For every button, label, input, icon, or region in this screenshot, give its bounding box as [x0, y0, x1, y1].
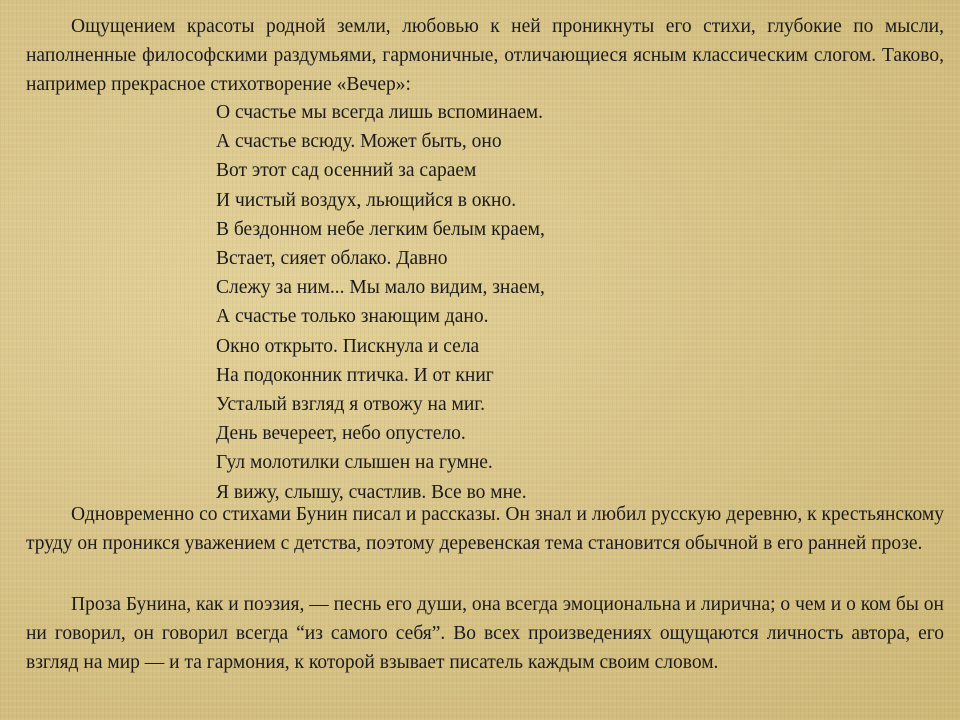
prose-paragraph: Проза Бунина, как и поэзия, — песнь его души, она всегда эмоциональна и лирична; о чем и о ком бы он ни говорил, он говорил всегда “из самого себя”. Во всех произведениях ощущаются личность автора, его взгляд на мир — и та гармония, к которой взывает писатель каждым своим словом. — [26, 594, 944, 673]
poem-line: В бездонном небе легким белым краем, — [216, 218, 545, 240]
poem-line: Слежу за ним... Мы мало видим, знаем, — [216, 277, 545, 299]
poem-line: А счастье всюду. Может быть, оно — [216, 131, 502, 153]
poem-line: Окно открыто. Пискнула и села — [216, 335, 480, 357]
poem-line: А счастье только знающим дано. — [216, 306, 489, 328]
poem-line: День вечереет, небо опустело. — [216, 423, 466, 445]
intro-paragraph: Ощущением красоты родной земли, любовью к ней проникнуты его стихи, глубокие по мысли, наполненные философскими раздумьями, гармоничные, отличающиеся ясным классическим слогом. Таково, например прекрасное стихотворение «Вечер»: — [26, 16, 944, 95]
poem-line: На подоконник птичка. И от книг — [216, 364, 494, 386]
village-theme-paragraph: Одновременно со стихами Бунин писал и рассказы. Он знал и любил русскую деревню, к крестьянскому труду он проникся уважением с детства, поэтому деревенская тема становится обычной в его ранней прозе. — [26, 504, 944, 554]
poem-line: Усталый взгляд я отвожу на миг. — [216, 394, 485, 416]
poem-evening — [216, 98, 916, 507]
poem-line: Я вижу, слышу, счастлив. Все во мне. — [216, 481, 527, 503]
poem-line: Гул молотилки слышен на гумне. — [216, 452, 493, 474]
poem-line: О счастье мы всегда лишь вспоминаем. — [216, 102, 543, 123]
poem-line: И чистый воздух, льющийся в окно. — [216, 189, 517, 211]
poem-line: Встает, сияет облако. Давно — [216, 248, 448, 270]
poem-line: Вот этот сад осенний за сараем — [216, 160, 477, 182]
